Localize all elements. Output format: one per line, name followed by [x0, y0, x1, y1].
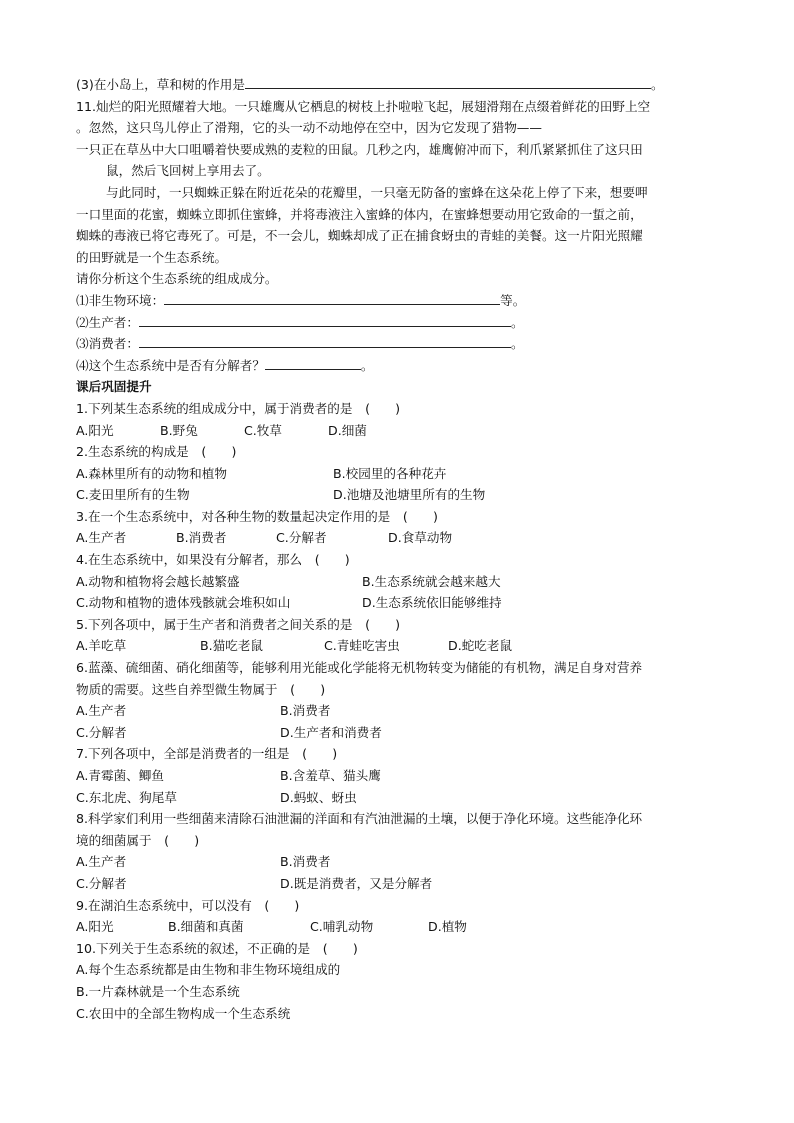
question-stem: 1.下列某生态系统的组成成分中，属于消费者的是 ( ) [76, 400, 401, 416]
question-end: 。 [650, 77, 664, 92]
options-row [76, 722, 721, 744]
options-row [76, 765, 721, 787]
options-row [76, 463, 721, 485]
passage-line: 一口里面的花蜜，蜘蛛立即抓住蜜蜂，并将毒液注入蜜蜂的体内，在蜜蜂想要动用它致命的一蜇之前， [76, 206, 643, 222]
question-stem: 8.科学家们利用一些细菌来清除石油泄漏的洋面和有汽油泄漏的土壤，以便于净化环境。这些能净化环 [76, 811, 643, 827]
worksheet-page [76, 74, 721, 1024]
question-stem: 3.在一个生态系统中，对各种生物的数量起决定作用的是 ( ) [76, 508, 438, 524]
option-d[interactable]: D.生态系统依旧能够维持 [362, 595, 502, 611]
question-stem-cont: 境的细菌属于 ( ) [76, 832, 200, 848]
option-d[interactable]: D.生产者和消费者 [280, 724, 382, 740]
option-b[interactable]: B.一片森林就是一个生态系统 [76, 983, 240, 999]
question-stem: 7.下列各项中，全部是消费者的一组是 ( ) [76, 746, 338, 762]
question-text: (3)在小岛上，草和树的作用是 [76, 77, 245, 92]
option-d[interactable]: D.池塘及池塘里所有的生物 [333, 487, 486, 503]
sub-label: ⑶消费者： [76, 336, 139, 352]
option-d[interactable]: D.既是消费者，又是分解者 [280, 875, 433, 891]
option-c[interactable]: C.牧草 [244, 422, 282, 438]
option-b[interactable]: B.生态系统就会越来越大 [362, 573, 501, 589]
passage-prompt: 请你分析这个生态系统的组成成分。 [76, 271, 278, 287]
option-b[interactable]: B.野兔 [160, 422, 198, 438]
sub-label: ⑴非生物环境： [76, 292, 165, 308]
option-b[interactable]: B.细菌和真菌 [168, 919, 244, 935]
option-b[interactable]: B.消费者 [176, 530, 227, 546]
option-a[interactable]: A.森林里所有的动物和植物 [76, 465, 227, 481]
option-d[interactable]: D.植物 [428, 919, 467, 935]
question-3-line [76, 74, 721, 96]
option-b[interactable]: B.猫吃老鼠 [200, 638, 264, 654]
option-a[interactable]: A.动物和植物将会越长越繁盛 [76, 573, 240, 589]
sub-end: 。 [360, 357, 374, 373]
option-a[interactable]: A.阳光 [76, 422, 114, 438]
option-c[interactable]: C.东北虎、狗尾草 [76, 789, 177, 805]
question-stem: 9.在湖泊生态系统中，可以没有 ( ) [76, 897, 300, 913]
options-row [76, 851, 721, 873]
section-heading: 课后巩固提升 [76, 379, 152, 395]
options-row [76, 916, 721, 938]
passage-line: 11.灿烂的阳光照耀着大地。一只雄鹰从它栖息的树枝上扑啦啦飞起，展翅滑翔在点缀着鲜花的田野上空 [76, 98, 651, 114]
option-a[interactable]: A.生产者 [76, 530, 127, 546]
answer-blank[interactable] [245, 74, 651, 89]
passage-line: 。忽然，这只鸟儿停止了滑翔，它的头一动不动地停在空中，因为它发现了猎物—— [76, 120, 542, 136]
option-a[interactable]: A.羊吃草 [76, 638, 127, 654]
sub-question-2 [76, 312, 721, 334]
option-c[interactable]: C.青蛙吃害虫 [324, 638, 400, 654]
options-row [76, 484, 721, 506]
option-d[interactable]: D.细菌 [328, 422, 367, 438]
sub-label: ⑵生产者： [76, 314, 139, 330]
sub-label: ⑷这个生态系统中是否有分解者？ [76, 357, 265, 373]
option-a[interactable]: A.生产者 [76, 854, 127, 870]
option-c[interactable]: C.动物和植物的遗体残骸就会堆积如山 [76, 595, 291, 611]
option-a[interactable]: A.每个生态系统都是由生物和非生物环境组成的 [76, 962, 341, 978]
question-stem-cont: 物质的需要。这些自养型微生物属于 ( ) [76, 681, 326, 697]
option-d[interactable]: D.蚂蚁、蚜虫 [280, 789, 357, 805]
answer-blank[interactable] [164, 290, 500, 305]
options-row [76, 873, 721, 895]
option-d[interactable]: D.食草动物 [388, 530, 453, 546]
option-b[interactable]: B.含羞草、猫头鹰 [280, 768, 381, 783]
sub-question-1 [76, 290, 721, 312]
options-row [76, 592, 721, 614]
option-b[interactable]: B.校园里的各种花卉 [333, 465, 447, 481]
option-d[interactable]: D.蛇吃老鼠 [448, 638, 513, 654]
option-c[interactable]: C.分解者 [76, 724, 127, 740]
question-stem: 4.在生态系统中，如果没有分解者，那么 ( ) [76, 552, 350, 568]
option-a[interactable]: A.阳光 [76, 919, 114, 935]
answer-blank[interactable] [139, 312, 511, 327]
question-stem: 10.下列关于生态系统的叙述，不正确的是 ( ) [76, 940, 358, 956]
passage-line: 一只正在草丛中大口咀嚼着快要成熟的麦粒的田鼠。几秒之内，雄鹰俯冲而下，利爪紧紧抓住了这只田 [76, 141, 643, 157]
option-c[interactable]: C.农田中的全部生物构成一个生态系统 [76, 1005, 291, 1021]
options-row [76, 700, 721, 722]
options-row [76, 787, 721, 809]
question-stem: 2.生态系统的构成是 ( ) [76, 444, 237, 460]
option-b[interactable]: B.消费者 [280, 854, 331, 870]
options-row [76, 571, 721, 593]
passage-line: 与此同时，一只蜘蛛正躲在附近花朵的花瓣里，一只毫无防备的蜜蜂在这朵花上停了下来，想要呷 [106, 184, 648, 200]
passage-line: 鼠，然后飞回树上享用去了。 [106, 163, 270, 179]
option-c[interactable]: C.分解者 [76, 875, 127, 891]
question-stem: 6.蓝藻、硫细菌、硝化细菌等，能够利用光能或化学能将无机物转变为储能的有机物，满足自身对营养 [76, 660, 643, 676]
option-b[interactable]: B.消费者 [280, 703, 331, 719]
option-c[interactable]: C.分解者 [276, 530, 327, 546]
option-c[interactable]: C.麦田里所有的生物 [76, 487, 190, 503]
sub-end: 。 [510, 336, 524, 352]
options-row [76, 527, 721, 549]
question-stem: 5.下列各项中，属于生产者和消费者之间关系的是 ( ) [76, 616, 401, 632]
sub-question-3 [76, 333, 721, 355]
sub-end: 。 [510, 314, 524, 330]
sub-end: 等。 [500, 292, 526, 308]
answer-blank[interactable] [139, 333, 511, 348]
passage-line: 的田野就是一个生态系统。 [76, 249, 228, 265]
options-row [76, 635, 721, 657]
sub-question-4 [76, 355, 721, 377]
answer-blank[interactable] [265, 355, 361, 370]
option-a[interactable]: A.青霉菌、鲫鱼 [76, 768, 164, 783]
passage-line: 蜘蛛的毒液已将它毒死了。可是，不一会儿，蜘蛛却成了正在捕食蚜虫的青蛙的美餐。这一片阳光照耀 [76, 228, 643, 244]
option-a[interactable]: A.生产者 [76, 703, 127, 719]
option-c[interactable]: C.哺乳动物 [310, 919, 374, 935]
options-row [76, 420, 721, 442]
